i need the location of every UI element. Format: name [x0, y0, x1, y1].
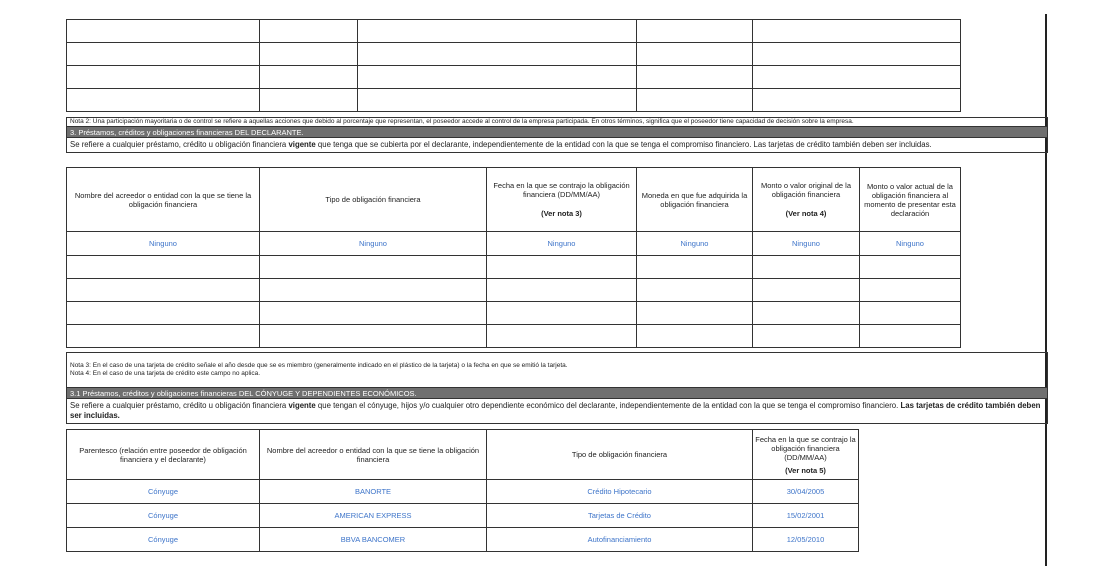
note-3: Nota 3: En el caso de una tarjeta de crédito señale el año desde que se es miembro (generalmente indicado en el plástico de la tarjeta) o la fecha en que se emitió la tarjeta.	[70, 362, 568, 369]
note-2: Nota 2: Una participación mayoritaria o de control se refiere a aquellas acciones que debido al porcentaje que representan, el poseedor accede al control de la empresa participada. En otros términos, significa que el poseedor tiene capacidad de decisión sobre la empresa.	[67, 118, 1048, 127]
cell-creditor: Ninguno	[67, 232, 260, 256]
cell-date: Ninguno	[487, 232, 637, 256]
cell-type: Autofinanciamiento	[487, 528, 753, 552]
section31-title: 3.1 Préstamos, créditos y obligaciones financieras DEL CÓNYUGE Y DEPENDIENTES ECONÓMICOS.	[67, 388, 1048, 399]
header-current-amount: Monto o valor actual de la obligación financiera al momento de presentar esta declaración	[860, 168, 961, 232]
cell-original-amount: Ninguno	[753, 232, 860, 256]
section31-description: Se refiere a cualquier préstamo, crédito u obligación financiera vigente que tengan el cónyuge, hijos y/o cualquier otro dependiente económico del declarante, independientemente de la entidad con la que se tenga el compromiso financiero. Las tarjetas de crédito también deben ser incluidas.	[67, 399, 1048, 424]
cell-type: Tarjetas de Crédito	[487, 504, 753, 528]
cell-type: Ninguno	[260, 232, 487, 256]
cell-creditor: BANORTE	[260, 480, 487, 504]
table-row	[67, 528, 859, 552]
cell-creditor: AMERICAN EXPRESS	[260, 504, 487, 528]
header-currency: Moneda en que fue adquirida la obligación financiera	[637, 168, 753, 232]
table-row	[67, 325, 961, 348]
cell-date: 30/04/2005	[753, 480, 859, 504]
section3-description: Se refiere a cualquier préstamo, crédito u obligación financiera vigente que tenga que se cubierta por el declarante, independientemente de la entidad con la que se tenga el compromiso financiero. Las tarjetas de crédito también deben ser incluidas.	[67, 138, 1048, 153]
table-row	[67, 279, 961, 302]
table-header-row	[67, 430, 859, 480]
header-creditor: Nombre del acreedor o entidad con la que se tiene la obligación financiera	[260, 430, 487, 480]
table-row	[67, 43, 961, 66]
table-row	[67, 89, 961, 112]
cell-date: 15/02/2001	[753, 504, 859, 528]
table-row	[67, 66, 961, 89]
notes-3-4	[67, 353, 1048, 388]
header-type: Tipo de obligación financiera	[260, 168, 487, 232]
section3-table	[66, 117, 1048, 153]
spouse-obligations-table	[66, 429, 859, 552]
header-type: Tipo de obligación financiera	[487, 430, 753, 480]
table-row	[67, 302, 961, 325]
declaration-sheet	[66, 14, 1047, 566]
cell-type: Crédito Hipotecario	[487, 480, 753, 504]
table-row	[67, 232, 961, 256]
table-row	[67, 256, 961, 279]
cell-creditor: BBVA BANCOMER	[260, 528, 487, 552]
section31-header-table	[66, 352, 1048, 424]
cell-relationship: Cónyuge	[67, 480, 260, 504]
top-blank-table	[66, 19, 961, 112]
table-header-row	[67, 168, 961, 232]
section3-title: 3. Préstamos, créditos y obligaciones financieras DEL DECLARANTE.	[67, 127, 1048, 138]
cell-currency: Ninguno	[637, 232, 753, 256]
cell-current-amount: Ninguno	[860, 232, 961, 256]
header-date: Fecha en la que se contrajo la obligación financiera (DD/MM/AA) (Ver nota 3)	[487, 168, 637, 232]
declarant-obligations-table	[66, 167, 961, 348]
cell-relationship: Cónyuge	[67, 528, 260, 552]
table-row	[67, 504, 859, 528]
header-relationship: Parentesco (relación entre poseedor de obligación financiera y el declarante)	[67, 430, 260, 480]
table-row	[67, 480, 859, 504]
cell-relationship: Cónyuge	[67, 504, 260, 528]
header-original-amount: Monto o valor original de la obligación financiera (Ver nota 4)	[753, 168, 860, 232]
note-4: Nota 4: En el caso de una tarjeta de crédito este campo no aplica.	[70, 370, 261, 377]
cell-date: 12/05/2010	[753, 528, 859, 552]
header-creditor: Nombre del acreedor o entidad con la que se tiene la obligación financiera	[67, 168, 260, 232]
header-date: Fecha en la que se contrajo la obligación financiera (DD/MM/AA) (Ver nota 5)	[753, 430, 859, 480]
table-row	[67, 20, 961, 43]
